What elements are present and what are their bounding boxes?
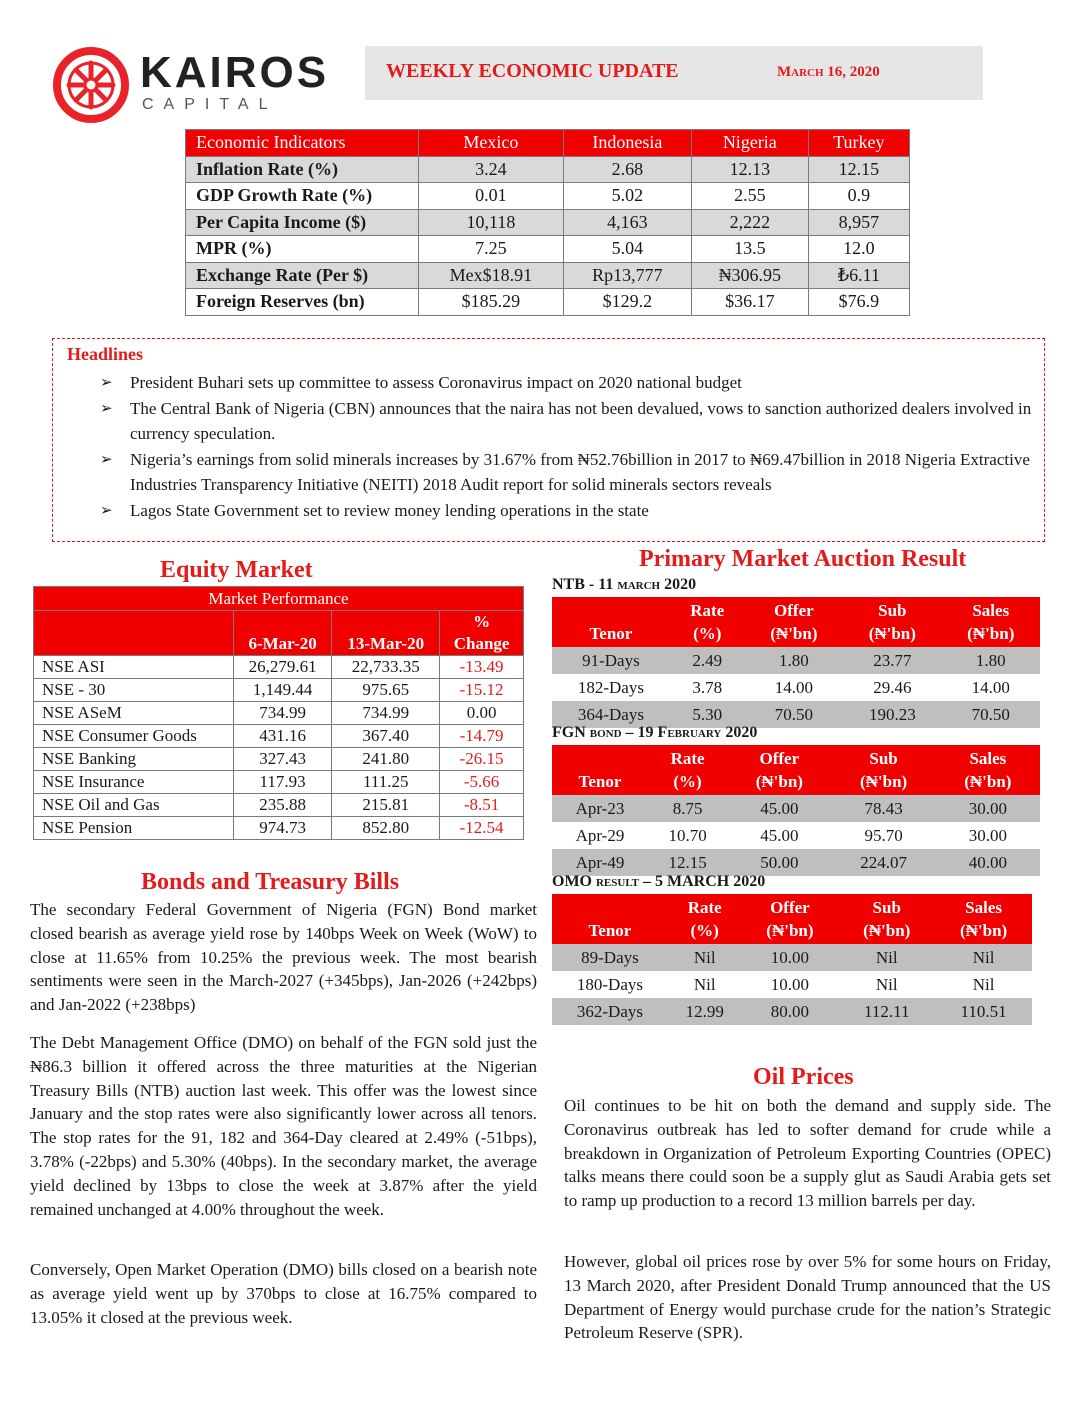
table-row bbox=[34, 794, 524, 817]
table-cell: Nil bbox=[838, 944, 935, 971]
fgn-bond-table bbox=[552, 745, 1040, 876]
table-row bbox=[186, 183, 910, 210]
table-cell: 182-Days bbox=[552, 674, 670, 701]
bonds-paragraph: The secondary Federal Government of Nigeria (FGN) Bond market closed bearish as average yield rose by 140bps Week on Week (WoW) to close at 11.65% from 10.25% the previous week. The most bearish sentiments were seen in the March-2027 (+345bps), Jan-2026 (+242bps) and Jan-2022 (+238bps) bbox=[30, 900, 537, 1015]
table-cell: GDP Growth Rate (%) bbox=[186, 183, 419, 210]
header-line: Sub bbox=[872, 898, 901, 917]
table-cell: 0.9 bbox=[808, 183, 909, 210]
table-cell: 852.80 bbox=[332, 817, 440, 840]
table-cell: 91-Days bbox=[552, 647, 670, 674]
table-cell: 367.40 bbox=[332, 725, 440, 748]
table-row bbox=[186, 156, 910, 183]
column-header bbox=[831, 745, 935, 795]
table-cell: 12.15 bbox=[648, 849, 727, 876]
header-line: Sub bbox=[869, 749, 898, 768]
change-cell: -5.66 bbox=[440, 771, 524, 794]
table-cell: 2.55 bbox=[691, 183, 808, 210]
table-cell: NSE Consumer Goods bbox=[34, 725, 234, 748]
table-cell: $36.17 bbox=[691, 289, 808, 316]
table-row bbox=[552, 849, 1040, 876]
table-cell: 50.00 bbox=[727, 849, 831, 876]
table-cell: NSE Oil and Gas bbox=[34, 794, 234, 817]
oil-paragraph: Oil continues to be hit on both the demand and supply side. The Coronavirus outbreak has led to softer demand for crude while a breakdown in Organization of Petroleum Exporting Countries (OPEC) talks means there could soon be a supply glut as Saudi Arabia gets set to ramp up production to a record 13 million barrels per day. bbox=[564, 1096, 1051, 1211]
header-line: Sales bbox=[972, 601, 1010, 620]
table-row bbox=[34, 702, 524, 725]
header-line: (₦'bn) bbox=[959, 921, 1008, 940]
column-header bbox=[745, 597, 843, 647]
table-cell: MPR (%) bbox=[186, 236, 419, 263]
column-header: Indonesia bbox=[563, 130, 691, 157]
table-cell: 241.80 bbox=[332, 748, 440, 771]
table-row bbox=[186, 209, 910, 236]
fgn-label: FGN bond – 19 February 2020 bbox=[552, 724, 758, 741]
kairos-logo-icon bbox=[52, 46, 130, 124]
table-cell: 364-Days bbox=[552, 701, 670, 728]
table-cell: NSE Pension bbox=[34, 817, 234, 840]
table-cell: 2,222 bbox=[691, 209, 808, 236]
table-cell: 327.43 bbox=[234, 748, 332, 771]
header-line: (%) bbox=[690, 921, 719, 940]
bonds-paragraph: The Debt Management Office (DMO) on behalf of the FGN sold just the ₦86.3 billion it offered across the three maturities at the Nigerian Treasury Bills (NTB) auction last week. This offer was the lowest since January and the stop rates were also significantly lower across all tenors. The stop rates for the 91, 182 and 364-Day cleared at 2.49% (-51bps), 3.78% (-22bps) and 5.30% (40bps). In the secondary market, the average yield declined by 13bps to close the week at 3.87% after the yield remained unchanged at 4.00% throughout the week. bbox=[30, 1033, 537, 1219]
column-header bbox=[838, 894, 935, 944]
table-cell: Nil bbox=[935, 971, 1032, 998]
oil-paragraph: However, global oil prices rose by over 5% for some hours on Friday, 13 March 2020, after President Donald Trump announced that the US Department of Energy would purchase crude for the nation’s Strategic Petroleum Reserve (SPR). bbox=[564, 1252, 1051, 1343]
change-cell: -13.49 bbox=[440, 656, 524, 679]
column-header bbox=[648, 745, 727, 795]
table-cell: 0.01 bbox=[419, 183, 564, 210]
table-cell: 2.68 bbox=[563, 156, 691, 183]
table-cell: 734.99 bbox=[332, 702, 440, 725]
table-cell: 45.00 bbox=[727, 795, 831, 822]
header-line: Offer bbox=[774, 601, 814, 620]
table-header-row bbox=[34, 611, 524, 656]
column-header bbox=[936, 745, 1040, 795]
table-row bbox=[34, 771, 524, 794]
headline-item: ➢ Nigeria’s earnings from solid minerals increases by 31.67% from ₦52.76billion in 2017 to ₦69.47billion in 2018 Nigeria Extractive Industries Transparency Initiative (NEITI) 2018 Audit report for solid minerals sectors reveals bbox=[100, 447, 1035, 498]
column-header: Economic Indicators bbox=[186, 130, 419, 157]
column-header: Turkey bbox=[808, 130, 909, 157]
table-row bbox=[186, 289, 910, 316]
column-header bbox=[670, 597, 745, 647]
table-row bbox=[552, 971, 1032, 998]
table-cell: 22,733.35 bbox=[332, 656, 440, 679]
column-header: Tenor bbox=[552, 745, 648, 795]
table-cell: 14.00 bbox=[942, 674, 1040, 701]
table-cell: 89-Days bbox=[552, 944, 668, 971]
table-row bbox=[552, 674, 1040, 701]
table-cell: ₺6.11 bbox=[808, 262, 909, 289]
headlines-list bbox=[100, 370, 1035, 523]
headline-item: ➢ Lagos State Government set to review money lending operations in the state bbox=[100, 498, 1035, 524]
ntb-label: NTB - 11 march 2020 bbox=[552, 576, 697, 593]
table-row bbox=[552, 944, 1032, 971]
table-cell: 10.70 bbox=[648, 822, 727, 849]
newsletter-title: WEEKLY ECONOMIC UPDATE bbox=[386, 60, 679, 82]
market-performance-table bbox=[33, 586, 524, 840]
change-cell: 0.00 bbox=[440, 702, 524, 725]
column-header bbox=[935, 894, 1032, 944]
brand-name: KAIROS bbox=[140, 48, 330, 97]
header-line: Rate bbox=[687, 898, 722, 917]
table-cell: Per Capita Income ($) bbox=[186, 209, 419, 236]
column-header: Tenor bbox=[552, 597, 670, 647]
column-header bbox=[942, 597, 1040, 647]
change-cell: -15.12 bbox=[440, 679, 524, 702]
header-line: (₦'bn) bbox=[967, 624, 1015, 643]
table-cell: 110.51 bbox=[935, 998, 1032, 1025]
header-line: (₦'bn) bbox=[964, 772, 1012, 791]
table-header-row bbox=[552, 894, 1032, 944]
header-line: (%) bbox=[673, 772, 702, 791]
table-cell: ₦306.95 bbox=[691, 262, 808, 289]
header-line: Sales bbox=[969, 749, 1007, 768]
column-header bbox=[668, 894, 742, 944]
bonds-title: Bonds and Treasury Bills bbox=[141, 869, 400, 895]
table-title: Market Performance bbox=[34, 587, 524, 611]
table-cell: Nil bbox=[668, 944, 742, 971]
table-header-row bbox=[552, 745, 1040, 795]
table-cell: 12.0 bbox=[808, 236, 909, 263]
header-line: Offer bbox=[759, 749, 800, 768]
table-cell: $185.29 bbox=[419, 289, 564, 316]
column-header bbox=[843, 597, 941, 647]
headline-item: ➢ President Buhari sets up committee to assess Coronavirus impact on 2020 national budget bbox=[100, 370, 1035, 396]
table-cell: NSE ASI bbox=[34, 656, 234, 679]
table-cell: 12.13 bbox=[691, 156, 808, 183]
header-line: Sub bbox=[878, 601, 907, 620]
table-cell: 235.88 bbox=[234, 794, 332, 817]
headline-item: ➢ The Central Bank of Nigeria (CBN) announces that the naira has not been devalued, vows to sanction authorized dealers involved in currency speculation. bbox=[100, 396, 1035, 447]
table-cell: 30.00 bbox=[936, 795, 1040, 822]
omo-label: OMO result – 5 MARCH 2020 bbox=[552, 873, 766, 890]
table-title-row bbox=[34, 587, 524, 611]
table-cell: 3.78 bbox=[670, 674, 745, 701]
table-header-row bbox=[186, 130, 910, 157]
table-cell: $129.2 bbox=[563, 289, 691, 316]
table-cell: 734.99 bbox=[234, 702, 332, 725]
table-cell: 12.15 bbox=[808, 156, 909, 183]
header-line: (₦'bn) bbox=[770, 624, 818, 643]
table-cell: Nil bbox=[935, 944, 1032, 971]
column-header bbox=[727, 745, 831, 795]
change-cell: -26.15 bbox=[440, 748, 524, 771]
table-cell: 45.00 bbox=[727, 822, 831, 849]
table-cell: 7.25 bbox=[419, 236, 564, 263]
table-row bbox=[552, 998, 1032, 1025]
brand-sub: CAPITAL bbox=[142, 96, 278, 113]
omo-result-table bbox=[552, 894, 1032, 1025]
table-cell: Nil bbox=[668, 971, 742, 998]
headlines-title: Headlines bbox=[67, 344, 144, 364]
table-header-row bbox=[552, 597, 1040, 647]
table-cell: 8,957 bbox=[808, 209, 909, 236]
table-cell: 30.00 bbox=[936, 822, 1040, 849]
table-cell: 5.02 bbox=[563, 183, 691, 210]
oil-prices-title: Oil Prices bbox=[753, 1064, 854, 1090]
table-cell: 14.00 bbox=[745, 674, 843, 701]
header-line: (₦'bn) bbox=[868, 624, 916, 643]
ntb-auction-table bbox=[552, 597, 1040, 728]
table-cell: 10.00 bbox=[741, 944, 838, 971]
table-cell: 12.99 bbox=[668, 998, 742, 1025]
table-cell: 78.43 bbox=[831, 795, 935, 822]
header-line: (₦'bn) bbox=[755, 772, 803, 791]
change-header-line1: % bbox=[473, 612, 491, 631]
header-line: (₦'bn) bbox=[766, 921, 814, 940]
table-cell: Inflation Rate (%) bbox=[186, 156, 419, 183]
equity-market-title: Equity Market bbox=[160, 557, 313, 583]
table-cell: 974.73 bbox=[234, 817, 332, 840]
table-cell: 190.23 bbox=[843, 701, 941, 728]
table-row bbox=[552, 822, 1040, 849]
change-cell: -14.79 bbox=[440, 725, 524, 748]
table-cell: 40.00 bbox=[936, 849, 1040, 876]
table-cell: 431.16 bbox=[234, 725, 332, 748]
table-cell: 215.81 bbox=[332, 794, 440, 817]
table-cell: Exchange Rate (Per $) bbox=[186, 262, 419, 289]
table-cell: NSE Banking bbox=[34, 748, 234, 771]
table-cell: 95.70 bbox=[831, 822, 935, 849]
column-header: Mexico bbox=[419, 130, 564, 157]
table-cell: 5.30 bbox=[670, 701, 745, 728]
newsletter-date: March 16, 2020 bbox=[777, 64, 880, 80]
column-header: 13-Mar-20 bbox=[332, 611, 440, 656]
column-header bbox=[741, 894, 838, 944]
change-cell: -8.51 bbox=[440, 794, 524, 817]
bonds-paragraph: Conversely, Open Market Operation (DMO) bills closed on a bearish note as average yield went up by 370bps to close at 16.75% compared to 13.05% it closed at the previous week. bbox=[30, 1260, 537, 1327]
table-row bbox=[34, 656, 524, 679]
table-cell: 70.50 bbox=[942, 701, 1040, 728]
table-cell: 29.46 bbox=[843, 674, 941, 701]
table-cell: 70.50 bbox=[745, 701, 843, 728]
header-line: Rate bbox=[690, 601, 725, 620]
table-cell: Rp13,777 bbox=[563, 262, 691, 289]
table-cell: Apr-23 bbox=[552, 795, 648, 822]
table-cell: NSE Insurance bbox=[34, 771, 234, 794]
column-header: Nigeria bbox=[691, 130, 808, 157]
table-cell: 1.80 bbox=[745, 647, 843, 674]
table-row bbox=[552, 795, 1040, 822]
table-cell: 975.65 bbox=[332, 679, 440, 702]
table-row bbox=[552, 647, 1040, 674]
table-row bbox=[34, 725, 524, 748]
table-cell: Mex$18.91 bbox=[419, 262, 564, 289]
table-cell: 224.07 bbox=[831, 849, 935, 876]
table-cell: Foreign Reserves (bn) bbox=[186, 289, 419, 316]
table-cell: 362-Days bbox=[552, 998, 668, 1025]
table-row bbox=[34, 679, 524, 702]
table-cell: 23.77 bbox=[843, 647, 941, 674]
table-cell: 4,163 bbox=[563, 209, 691, 236]
table-cell: 26,279.61 bbox=[234, 656, 332, 679]
table-cell: 3.24 bbox=[419, 156, 564, 183]
column-header bbox=[34, 611, 234, 656]
table-cell: 111.25 bbox=[332, 771, 440, 794]
table-row bbox=[186, 236, 910, 263]
header-line: (%) bbox=[693, 624, 722, 643]
header-line: (₦'bn) bbox=[863, 921, 911, 940]
table-cell: 2.49 bbox=[670, 647, 745, 674]
table-cell: Apr-29 bbox=[552, 822, 648, 849]
table-cell: 10,118 bbox=[419, 209, 564, 236]
change-header-line2: Change bbox=[453, 634, 510, 653]
table-cell: 5.04 bbox=[563, 236, 691, 263]
table-cell: 1.80 bbox=[942, 647, 1040, 674]
header-line: (₦'bn) bbox=[859, 772, 908, 791]
table-row bbox=[34, 817, 524, 840]
table-cell: 180-Days bbox=[552, 971, 668, 998]
table-row bbox=[186, 262, 910, 289]
table-cell: NSE ASeM bbox=[34, 702, 234, 725]
table-cell: Nil bbox=[838, 971, 935, 998]
column-header: Tenor bbox=[552, 894, 668, 944]
column-header bbox=[440, 611, 524, 656]
table-cell: Apr-49 bbox=[552, 849, 648, 876]
change-cell: -12.54 bbox=[440, 817, 524, 840]
table-cell: 8.75 bbox=[648, 795, 727, 822]
auction-title: Primary Market Auction Result bbox=[639, 546, 967, 572]
table-cell: 112.11 bbox=[838, 998, 935, 1025]
table-cell: 13.5 bbox=[691, 236, 808, 263]
table-row bbox=[34, 748, 524, 771]
economic-indicators-table bbox=[185, 129, 910, 316]
table-cell: NSE - 30 bbox=[34, 679, 234, 702]
table-cell: 10.00 bbox=[741, 971, 838, 998]
table-cell: 1,149.44 bbox=[234, 679, 332, 702]
header-line: Rate bbox=[670, 749, 705, 768]
table-cell: 117.93 bbox=[234, 771, 332, 794]
table-cell: $76.9 bbox=[808, 289, 909, 316]
table-cell: 80.00 bbox=[741, 998, 838, 1025]
header-line: Sales bbox=[965, 898, 1002, 917]
column-header: 6-Mar-20 bbox=[234, 611, 332, 656]
header-line: Offer bbox=[770, 898, 810, 917]
